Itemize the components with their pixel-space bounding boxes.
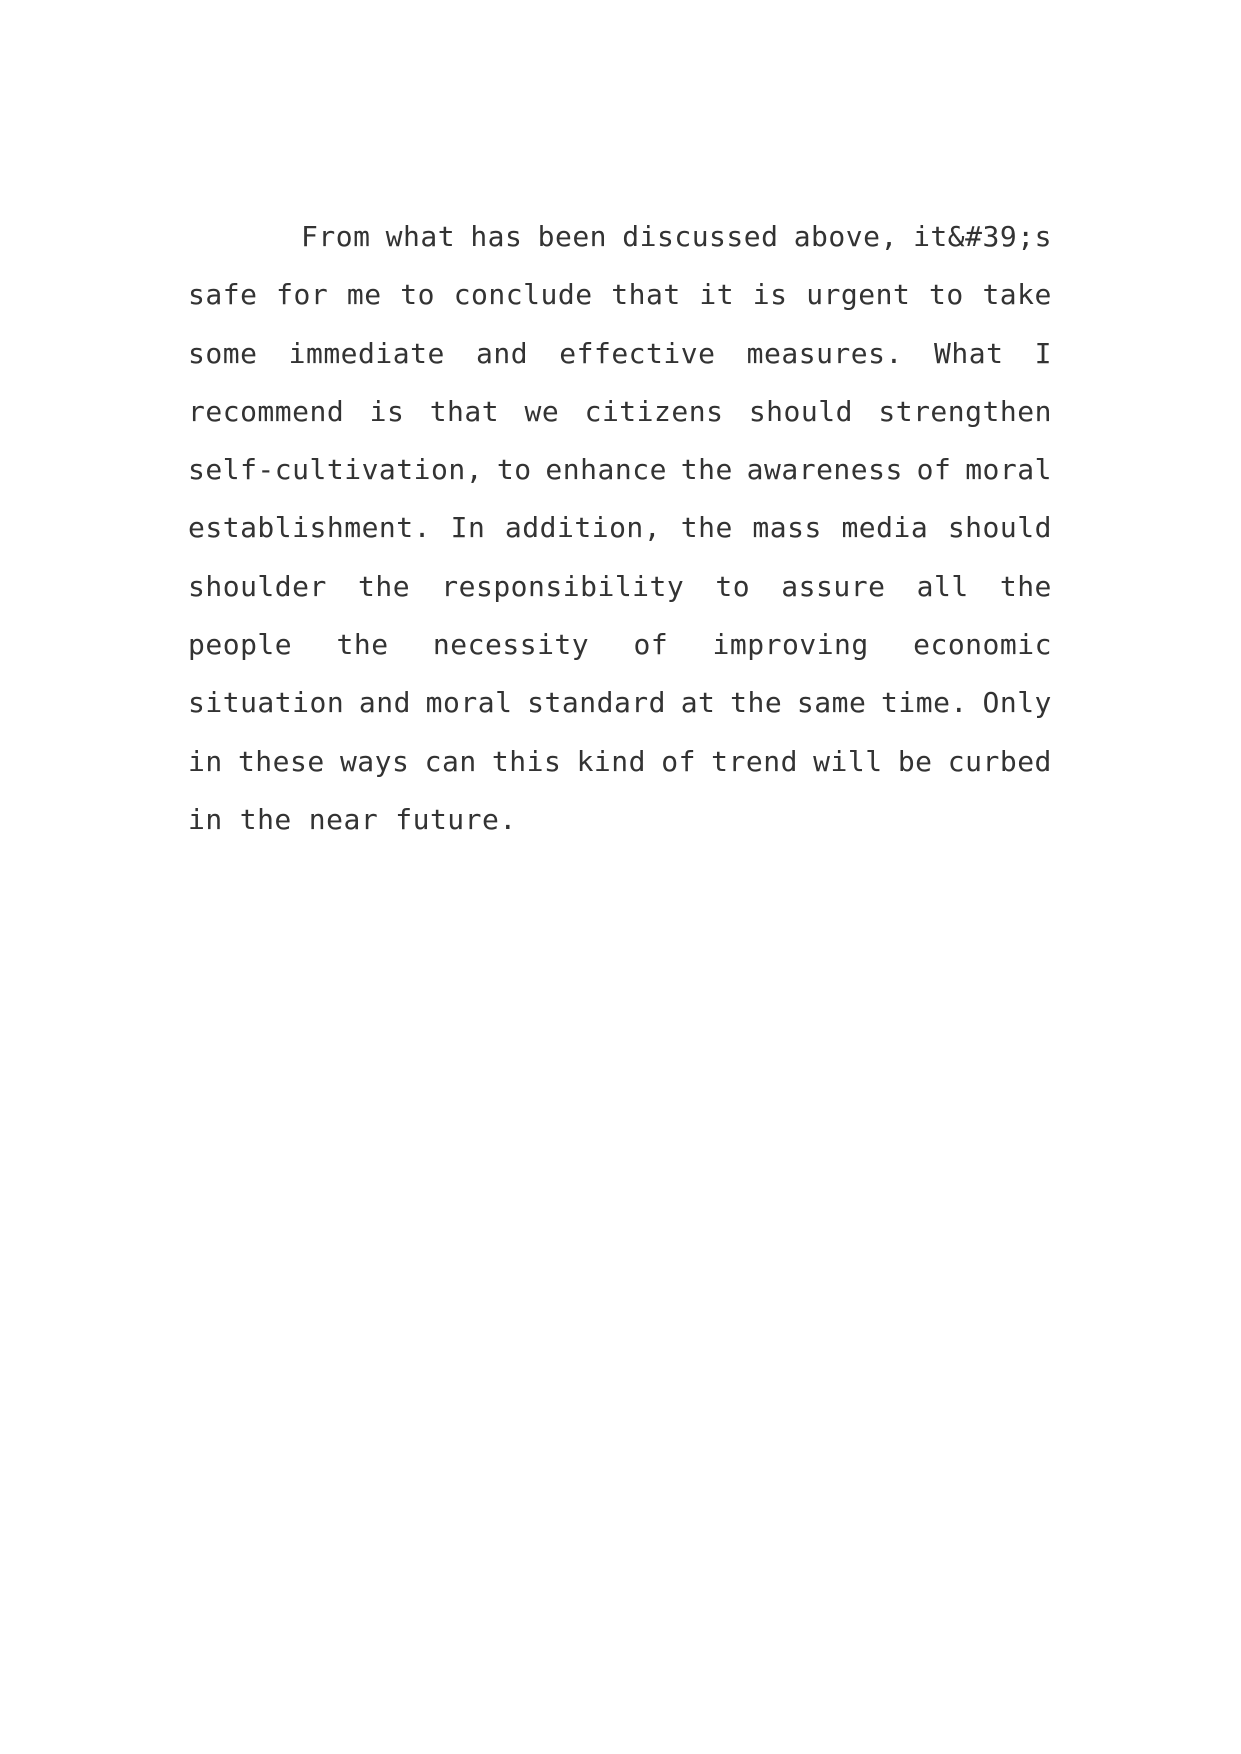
word: and [476, 336, 529, 370]
word: discussed [622, 220, 779, 253]
word: safe [188, 278, 258, 312]
word: mass [752, 511, 822, 545]
word: citizens [584, 394, 724, 428]
word: been [537, 220, 608, 253]
word: it&#39;s [913, 220, 1052, 253]
word: take [982, 278, 1052, 312]
word: trend [711, 744, 798, 778]
word: in [188, 802, 223, 836]
word: some [188, 336, 258, 370]
text-line [188, 455, 1052, 513]
word: near [308, 802, 379, 836]
body-paragraph [188, 222, 1052, 863]
word: economic [913, 628, 1052, 662]
word: that [429, 394, 500, 428]
word: the [336, 628, 389, 662]
word: urgent [806, 278, 911, 312]
word: is [369, 394, 405, 428]
word: can [424, 744, 477, 778]
word: shoulder [188, 569, 327, 603]
word: conclude [453, 278, 593, 312]
text-line [188, 336, 1052, 397]
text-line [188, 802, 1052, 863]
word: of [633, 628, 669, 662]
word: of [916, 453, 952, 487]
word: we [524, 394, 560, 428]
word: same [796, 686, 867, 720]
word: the [680, 511, 733, 545]
word: ways [339, 744, 410, 778]
word: it [699, 278, 735, 312]
word: that [611, 278, 681, 312]
word: should [947, 511, 1052, 545]
word: moral [425, 686, 513, 720]
word: moral [965, 453, 1052, 487]
word: measures. [746, 336, 903, 370]
word: immediate [288, 336, 445, 370]
word: the [239, 802, 292, 836]
word: be [897, 744, 933, 778]
word: Only [982, 686, 1052, 720]
word: the [680, 453, 733, 487]
text-line [188, 222, 1052, 280]
word: to [715, 569, 751, 603]
word: awareness [746, 453, 903, 487]
text-line [188, 630, 1052, 688]
text-line [188, 744, 1052, 805]
word: will [813, 744, 883, 778]
word: improving [712, 628, 869, 662]
word: people [188, 628, 293, 662]
word: responsibility [441, 569, 685, 603]
word: enhance [545, 453, 667, 487]
word: self-cultivation, [188, 453, 484, 487]
word: the [730, 686, 783, 720]
word: at [680, 686, 716, 720]
word: me [346, 278, 382, 312]
word: time. [881, 686, 968, 720]
word: assure [781, 569, 886, 603]
word: above, [793, 220, 898, 253]
word: this [491, 744, 562, 778]
word: standard [527, 686, 667, 720]
word: the [999, 569, 1052, 603]
word: what [385, 220, 456, 253]
word: for [276, 278, 329, 312]
word: future. [395, 802, 517, 836]
word: to [496, 453, 532, 487]
word: kind [576, 744, 646, 778]
word: In [450, 511, 486, 545]
word: these [237, 744, 325, 778]
text-line [188, 569, 1052, 630]
word: in [188, 744, 223, 778]
word: is [752, 278, 788, 312]
word: and [358, 686, 411, 720]
word: strengthen [878, 394, 1052, 428]
text-line [188, 513, 1052, 571]
word: all [916, 569, 969, 603]
word: effective [559, 336, 716, 370]
word: From [301, 220, 371, 253]
word: situation [188, 686, 345, 720]
word: addition, [504, 511, 662, 545]
word: to [400, 278, 436, 312]
word: of [661, 744, 696, 778]
word: recommend [188, 394, 345, 428]
word: media [841, 511, 929, 545]
word: I [1034, 336, 1052, 370]
word: necessity [432, 628, 590, 662]
word: should [748, 394, 853, 428]
word: establishment. [188, 511, 432, 545]
word: has [470, 220, 523, 253]
word: What [934, 336, 1004, 370]
word: the [358, 569, 411, 603]
text-line [188, 280, 1052, 338]
word: curbed [947, 744, 1052, 778]
text-line [188, 394, 1052, 455]
text-line [188, 688, 1052, 746]
word: to [929, 278, 964, 312]
